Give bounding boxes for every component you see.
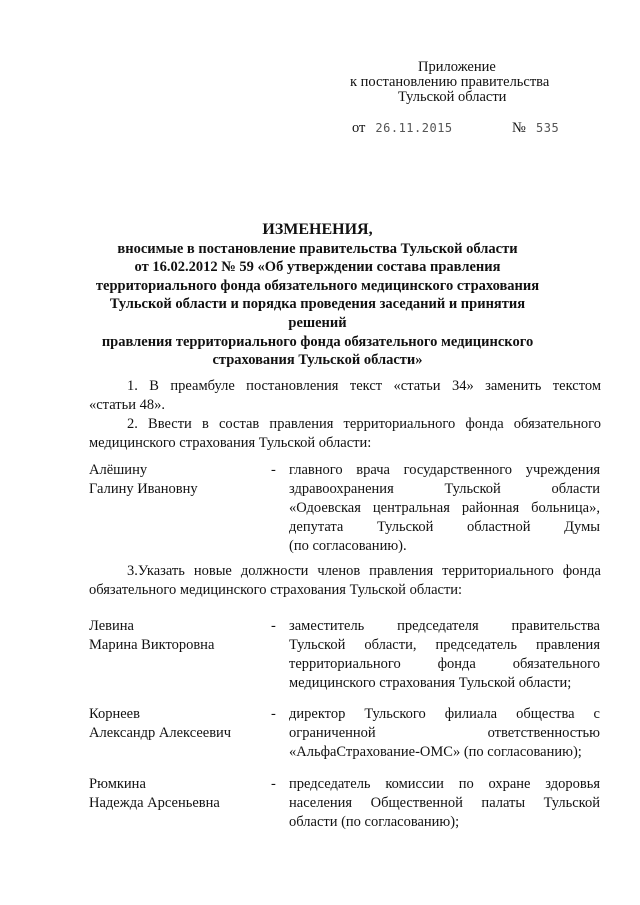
- date-prefix: от: [352, 120, 366, 136]
- appendix-label: Приложение: [418, 59, 496, 75]
- member-position: [289, 461, 600, 556]
- member-surname: Корнеев: [89, 706, 140, 722]
- decree-number: 535: [536, 121, 560, 135]
- paragraph-3-line-2: обязательного медицинского страхования Тульской области:: [89, 582, 463, 598]
- paragraph-2-line-2: медицинского страхования Тульской области:: [89, 435, 372, 451]
- member-name: [89, 617, 259, 655]
- member-given-name: Галину Ивановну: [89, 481, 198, 497]
- member-surname: Алёшину: [89, 462, 148, 478]
- paragraph-3-line-1: 3.Указать новые должности членов правления территориального фонда: [127, 563, 601, 579]
- entry-dash: -: [271, 618, 276, 634]
- member-surname: Рюмкина: [89, 776, 146, 792]
- position-line: «Одоевская центральная районная больница»,: [289, 500, 600, 516]
- position-line: территориального фонда обязательного: [289, 656, 600, 672]
- paragraph-2-line-1: 2. Ввести в состав правления территориального фонда обязательного: [127, 416, 601, 432]
- member-name: [89, 461, 259, 499]
- appendix-region: Тульской области: [398, 89, 507, 105]
- appendix-header: [350, 60, 610, 105]
- position-line: области (по согласованию);: [289, 814, 460, 830]
- title-line: территориального фонда обязательного медицинского страхования: [95, 277, 540, 294]
- member-given-name: Марина Викторовна: [89, 637, 215, 653]
- position-line: заместитель председателя правительства: [289, 618, 600, 634]
- position-line: (по согласованию).: [289, 538, 407, 554]
- position-line: населения Общественной палаты Тульской: [289, 795, 600, 811]
- member-entry: [89, 705, 601, 765]
- member-surname: Левина: [89, 618, 134, 634]
- member-position: [289, 617, 600, 693]
- position-line: председатель комиссии по охране здоровья: [289, 776, 600, 792]
- decree-date: 26.11.2015: [375, 121, 453, 135]
- position-line: здравоохранения Тульской области: [289, 481, 600, 497]
- member-position: [289, 775, 600, 832]
- member-given-name: Александр Алексеевич: [89, 725, 232, 741]
- paragraph-2: [89, 415, 601, 453]
- entry-dash: -: [271, 462, 276, 478]
- document-title: [80, 221, 555, 370]
- member-entry: [89, 617, 601, 697]
- number-sign: №: [512, 120, 526, 136]
- entry-dash: -: [271, 776, 276, 792]
- title-line: правления территориального фонда обязательного медицинского: [101, 333, 534, 350]
- title-line: Тульской области и порядка проведения заседаний и принятия решений: [109, 296, 526, 331]
- member-entry: [89, 461, 601, 561]
- member-position: [289, 705, 600, 762]
- paragraph-1: [89, 377, 601, 415]
- position-line: депутата Тульской областной Думы: [289, 519, 600, 535]
- position-line: «АльфаСтрахование-ОМС» (по согласованию);: [289, 744, 582, 760]
- position-line: Тульской области, председатель правления: [289, 637, 600, 653]
- title-line: от 16.02.2012 № 59 «Об утверждении состава правления: [134, 259, 501, 276]
- member-name: [89, 705, 259, 743]
- paragraph-3: [89, 562, 601, 600]
- position-line: главного врача государственного учреждения: [289, 462, 600, 478]
- paragraph-1-line-2: «статьи 48».: [89, 397, 165, 413]
- title-line: вносимые в постановление правительства Тульской области: [117, 240, 518, 257]
- title-heading: ИЗМЕНЕНИЯ,: [262, 221, 373, 238]
- paragraph-1-line-1: 1. В преамбуле постановления текст «статьи 34» заменить текстом: [127, 378, 601, 394]
- position-line: ограниченной ответственностью: [289, 725, 600, 741]
- position-line: медицинского страхования Тульской области;: [289, 675, 572, 691]
- title-line: страхования Тульской области»: [212, 352, 423, 369]
- position-line: директор Тульского филиала общества с: [289, 706, 600, 722]
- entry-dash: -: [271, 706, 276, 722]
- member-name: [89, 775, 259, 813]
- member-given-name: Надежда Арсеньевна: [89, 795, 220, 811]
- appendix-ref: к постановлению правительства: [350, 74, 550, 90]
- member-entry: [89, 775, 601, 835]
- decree-date-line: [352, 120, 572, 137]
